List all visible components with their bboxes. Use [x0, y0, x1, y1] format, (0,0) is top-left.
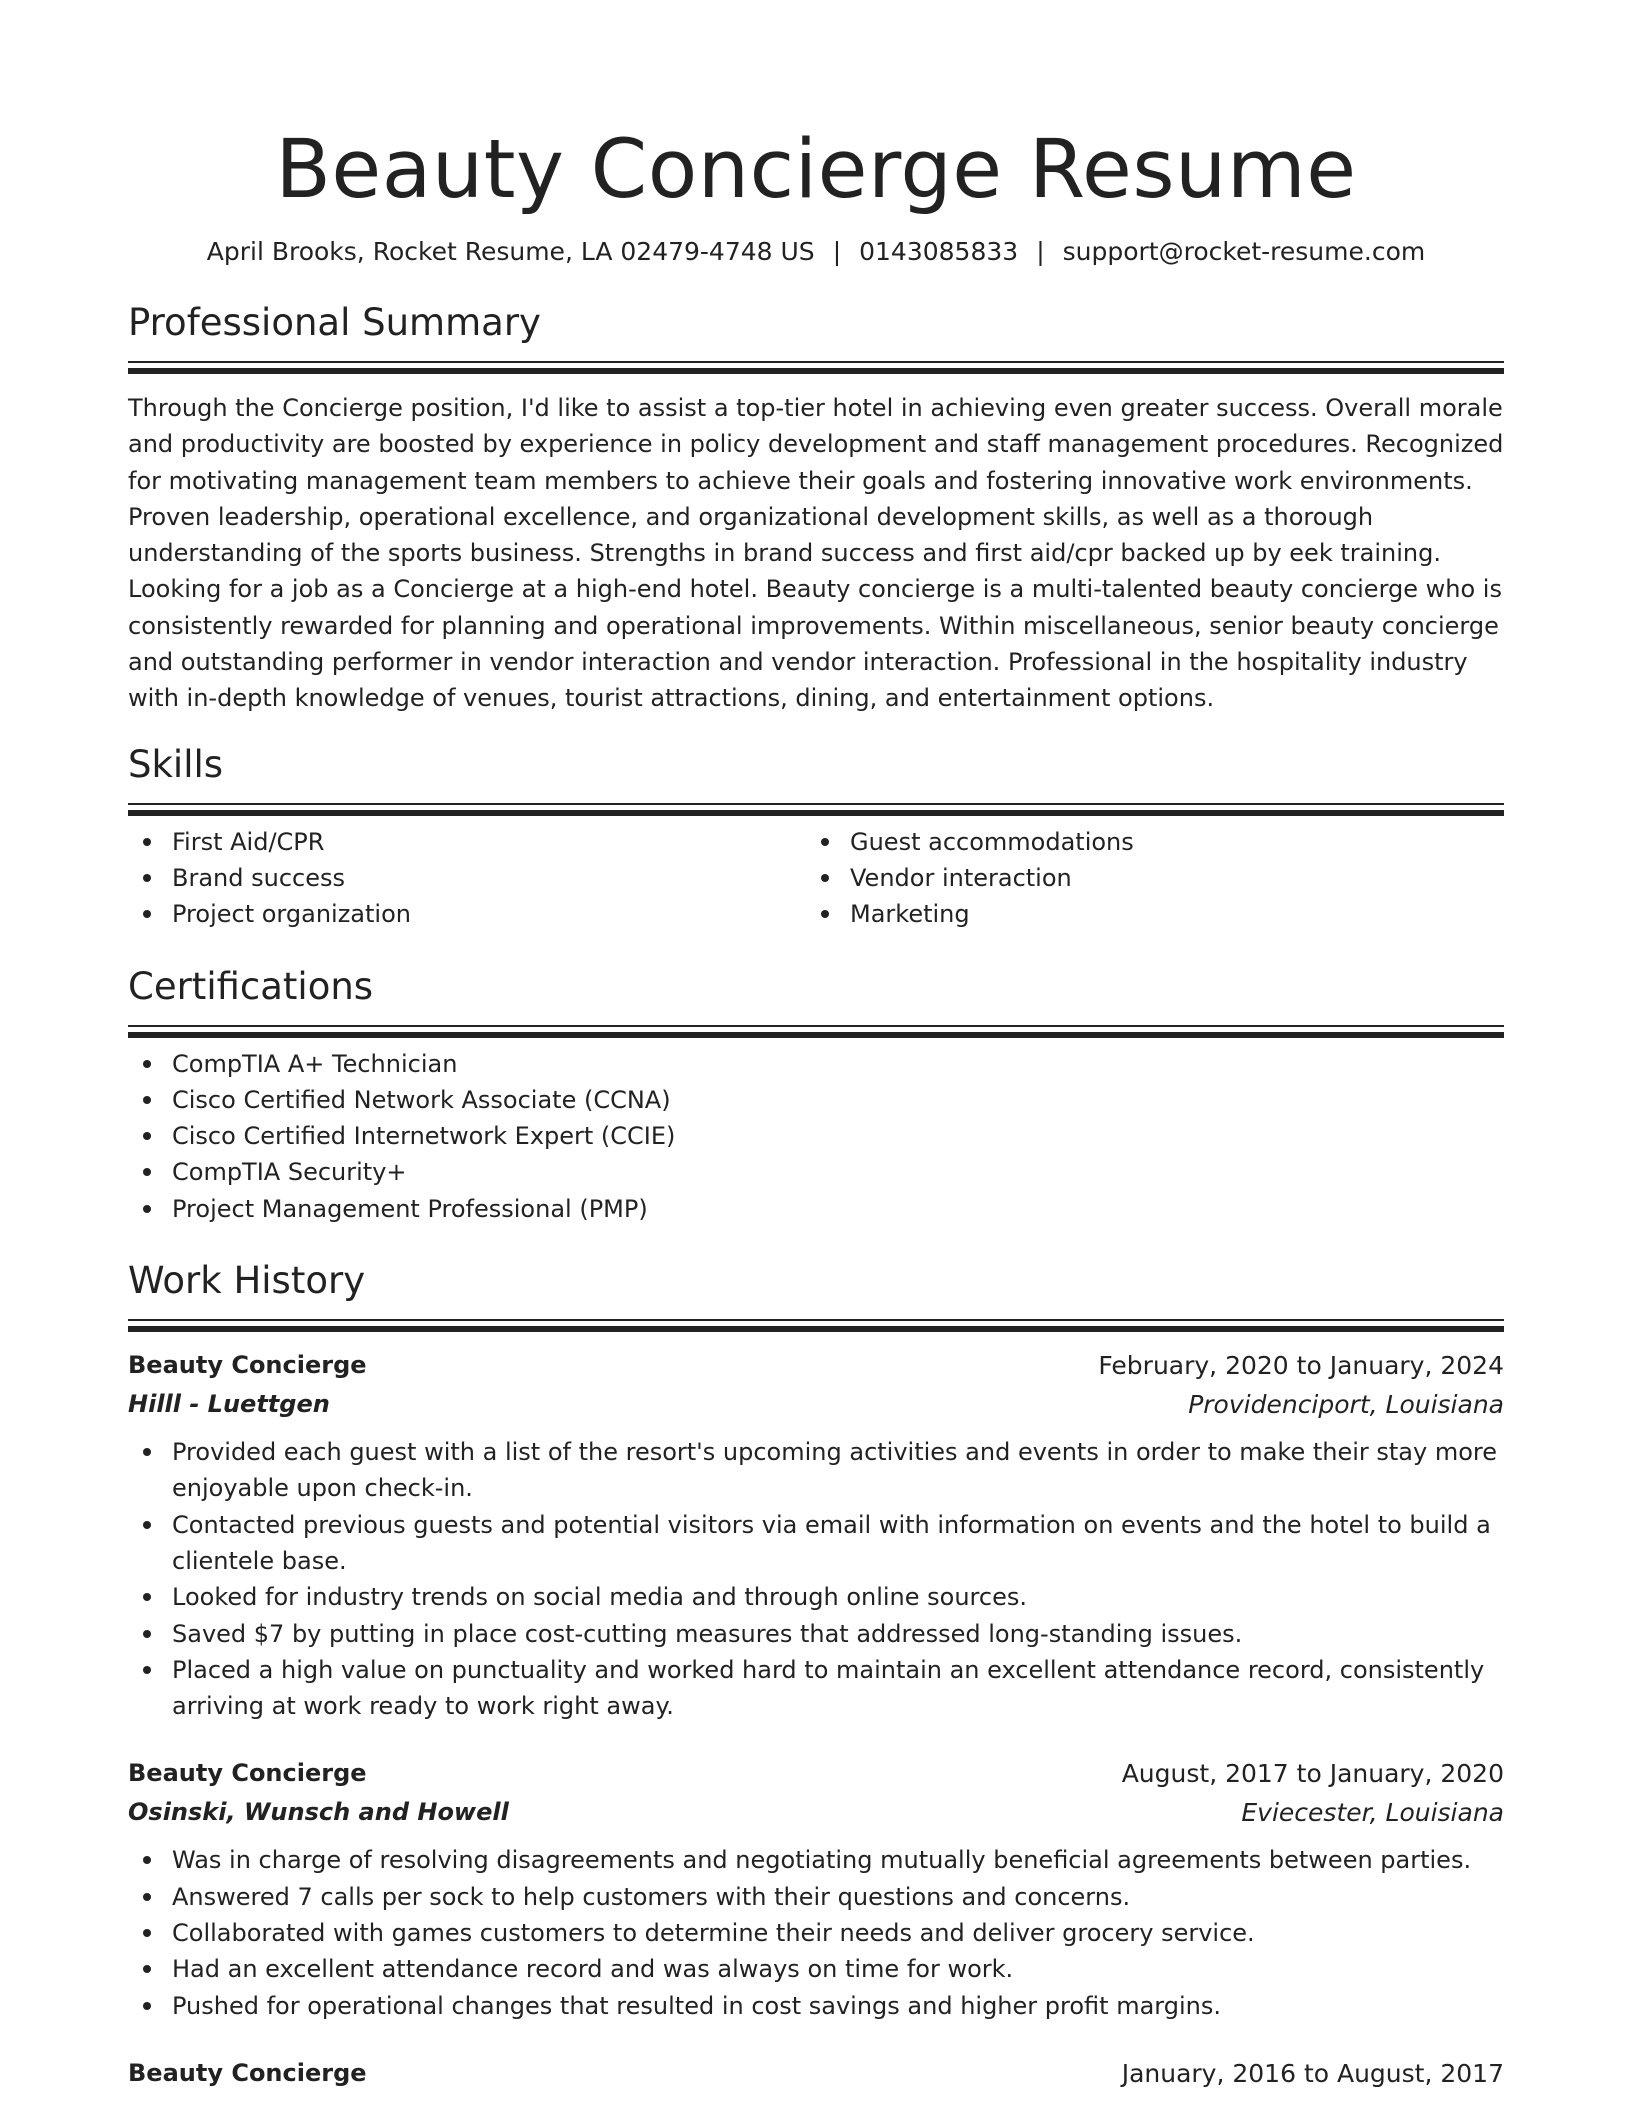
- section-rule-thick: [128, 1032, 1504, 1038]
- section-rule-thin: [128, 1025, 1504, 1027]
- job-subheader: [128, 1385, 1504, 1424]
- section-rule-thick: [128, 810, 1504, 816]
- job-bullets: [128, 1842, 1504, 2023]
- certification-item: Cisco Certified Internetwork Expert (CCIE): [128, 1118, 1504, 1154]
- contact-line: [128, 236, 1504, 268]
- job-location: Eviecester, Louisiana: [1241, 1798, 1504, 1828]
- job-entry: [128, 1754, 1504, 2023]
- contact-address: April Brooks, Rocket Resume, LA 02479-4748 US: [206, 237, 815, 266]
- job-bullet: Saved $7 by putting in place cost-cutting measures that addressed long-standing issues.: [128, 1616, 1504, 1652]
- skill-item: Project organization: [128, 896, 806, 932]
- job-entry: [128, 1346, 1504, 1724]
- skills-column-right: [806, 824, 1484, 933]
- job-header: [128, 1346, 1504, 1385]
- job-dates: February, 2020 to January, 2024: [1098, 1351, 1504, 1381]
- skill-item: Marketing: [806, 896, 1484, 932]
- job-title: Beauty Concierge: [128, 1759, 367, 1788]
- certification-item: Cisco Certified Network Associate (CCNA): [128, 1082, 1504, 1118]
- section-rule-thin: [128, 1319, 1504, 1321]
- job-header: [128, 1754, 1504, 1793]
- certification-item: Project Management Professional (PMP): [128, 1191, 1504, 1227]
- job-bullet: Collaborated with games customers to determine their needs and deliver grocery service.: [128, 1915, 1504, 1951]
- job-company: Osinski, Wunsch and Howell: [128, 1798, 509, 1827]
- certifications-section: [128, 963, 1504, 1227]
- certification-item: CompTIA A+ Technician: [128, 1046, 1504, 1082]
- contact-separator: |: [1036, 237, 1045, 266]
- skill-item: First Aid/CPR: [128, 824, 806, 860]
- job-title: Beauty Concierge: [128, 1351, 367, 1380]
- job-subheader: [128, 1793, 1504, 1832]
- job-entry: [128, 2054, 1504, 2093]
- section-heading-work-history: Work History: [128, 1259, 366, 1303]
- job-dates: January, 2016 to August, 2017: [1121, 2058, 1504, 2088]
- summary-text: Through the Concierge position, I'd like to assist a top-tier hotel in achieving even greater success. Overall morale and productivity are boosted by experience in policy development and staff management procedures. Recognized for motivating management team members to achieve their goals and fostering innovative work environments. Proven leadership, operational excellence, and organizational development skills, as well as a thorough understanding of the sports business. Strengths in brand success and first aid/cpr backed up by eek training. Looking for a job as a Concierge at a high-end hotel. Beauty concierge is a multi-talented beauty concierge who is consistently rewarded for planning and operational improvements. Within miscellaneous, senior beauty concierge and outstanding performer in vendor interaction and vendor interaction. Professional in the hospitality industry with in-depth knowledge of venues, tourist attractions, dining, and entertainment options.: [128, 394, 1504, 713]
- section-heading-certifications: Certifications: [128, 964, 374, 1008]
- contact-email[interactable]: support@rocket-resume.com: [1062, 237, 1426, 266]
- skill-item: Guest accommodations: [806, 824, 1484, 860]
- section-rule-thick: [128, 1326, 1504, 1332]
- section-heading-skills: Skills: [128, 742, 224, 786]
- contact-phone: 0143085833: [859, 237, 1019, 266]
- job-bullet: Provided each guest with a list of the resort's upcoming activities and events in order to make their stay more enjoyable upon check-in.: [128, 1434, 1504, 1507]
- contact-separator: |: [832, 237, 842, 266]
- job-bullet: Pushed for operational changes that resulted in cost savings and higher profit margins.: [128, 1988, 1504, 2024]
- certification-item: CompTIA Security+: [128, 1154, 1504, 1190]
- certifications-list: [128, 1046, 1504, 1227]
- job-bullet: Placed a high value on punctuality and worked hard to maintain an excellent attendance record, consistently arriving at work ready to work right away.: [128, 1652, 1504, 1725]
- job-company: Hilll - Luettgen: [128, 1390, 330, 1419]
- job-bullets: [128, 1434, 1504, 1724]
- resume-title: Beauty Concierge Resume: [275, 123, 1357, 217]
- job-bullet: Answered 7 calls per sock to help customers with their questions and concerns.: [128, 1879, 1504, 1915]
- summary-section: [128, 299, 1504, 717]
- job-header: [128, 2054, 1504, 2093]
- skills-column-left: [128, 824, 806, 933]
- section-heading-summary: Professional Summary: [128, 301, 541, 344]
- section-rule-thin: [128, 361, 1504, 363]
- job-location: Providenciport, Louisiana: [1188, 1390, 1504, 1420]
- job-bullet: Was in charge of resolving disagreements and negotiating mutually beneficial agreements between parties.: [128, 1842, 1504, 1878]
- work-history-section: [128, 1257, 1504, 2093]
- job-bullet: Looked for industry trends on social media and through online sources.: [128, 1579, 1504, 1615]
- job-bullet: Had an excellent attendance record and was always on time for work.: [128, 1951, 1504, 1987]
- resume-page: [128, 0, 1504, 2093]
- job-title: Beauty Concierge: [128, 2058, 367, 2087]
- job-dates: August, 2017 to January, 2020: [1121, 1759, 1504, 1789]
- skills-section: [128, 741, 1504, 933]
- skills-grid: [128, 824, 1504, 933]
- skill-item: Brand success: [128, 860, 806, 896]
- section-rule-thin: [128, 803, 1504, 805]
- section-rule-thick: [128, 368, 1504, 374]
- skill-item: Vendor interaction: [806, 860, 1484, 896]
- job-bullet: Contacted previous guests and potential visitors via email with information on events and the hotel to build a clientele base.: [128, 1507, 1504, 1580]
